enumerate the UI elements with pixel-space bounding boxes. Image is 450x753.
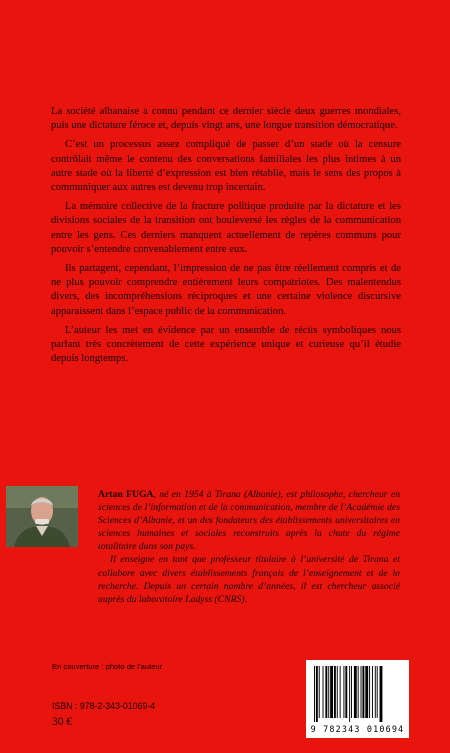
- author-bio-text: Il enseigne en tant que professeur titulaire à l’université de Tirana et collabore avec divers établissements français de l’enseignement et de la recherche. Depuis un certain nombre d’années, il est chercheur associé auprès du laboratoire Ladyss (CNRS).: [98, 554, 400, 605]
- barcode-bars-icon: [312, 666, 403, 722]
- author-bio: [98, 488, 400, 606]
- barcode-digits: 9 782343 010694: [310, 724, 405, 734]
- blurb-paragraph: La société albanaise a connu pendant ce dernier siècle deux guerres mondiales, puis une dictature féroce et, depuis vingt ans, une longue transition démocratique.: [51, 106, 401, 132]
- price: 30 €: [52, 716, 73, 728]
- isbn: ISBN : 978-2-343-01069-4: [52, 701, 156, 711]
- blurb-paragraph: L’auteur les met en évidence par un ensemble de récits symboliques nous parlant très concrètement de cette expérience unique et curieuse qu’il étudie depuis longtemps.: [51, 324, 401, 365]
- blurb-paragraph: C’est un processus assez compliqué de passer d’un stade où la censure contrôlait même le contenu des conversations familiales les plus intimes à un autre stade où la liberté d’expression est bien rétablie, mais le sens des propos à communiquer aux autres est devenu trop incertain.: [51, 139, 401, 194]
- author-name: Artan FUGA: [98, 489, 154, 500]
- cover-credit: En couverture : photo de l’auteur: [52, 662, 163, 671]
- author-photo: [6, 486, 78, 547]
- barcode: [306, 660, 409, 738]
- blurb-text: [51, 105, 401, 371]
- blurb-paragraph: La mémoire collective de la fracture politique produite par la dictature et les divisions sociales de la transition ont bouleversé les règles de la communication entre les gens. Ces derniers manquent actuellement de repères communs pour pouvoir s’entendre convenablement entre eux.: [51, 201, 401, 255]
- blurb-paragraph: Ils partagent, cependant, l’impression de ne pas être réellement compris et de ne plus pouvoir comprendre entièrement leurs compatriotes. Des malentendus divers, des incompréhensions réciproques et une certaine violence discursive apparaissent dans l’espace public de la communication.: [51, 263, 401, 317]
- author-bio-text: , né en 1954 à Tirana (Albanie), est philosophe, chercheur en sciences de l’information et de la communication, membre de l’Académie des Sciences d’Albanie, et un des fondateurs des établissements universitaires en sciences humaines et sociales reconstruits après la chute du régime totalitaire dans son pays.: [98, 489, 400, 553]
